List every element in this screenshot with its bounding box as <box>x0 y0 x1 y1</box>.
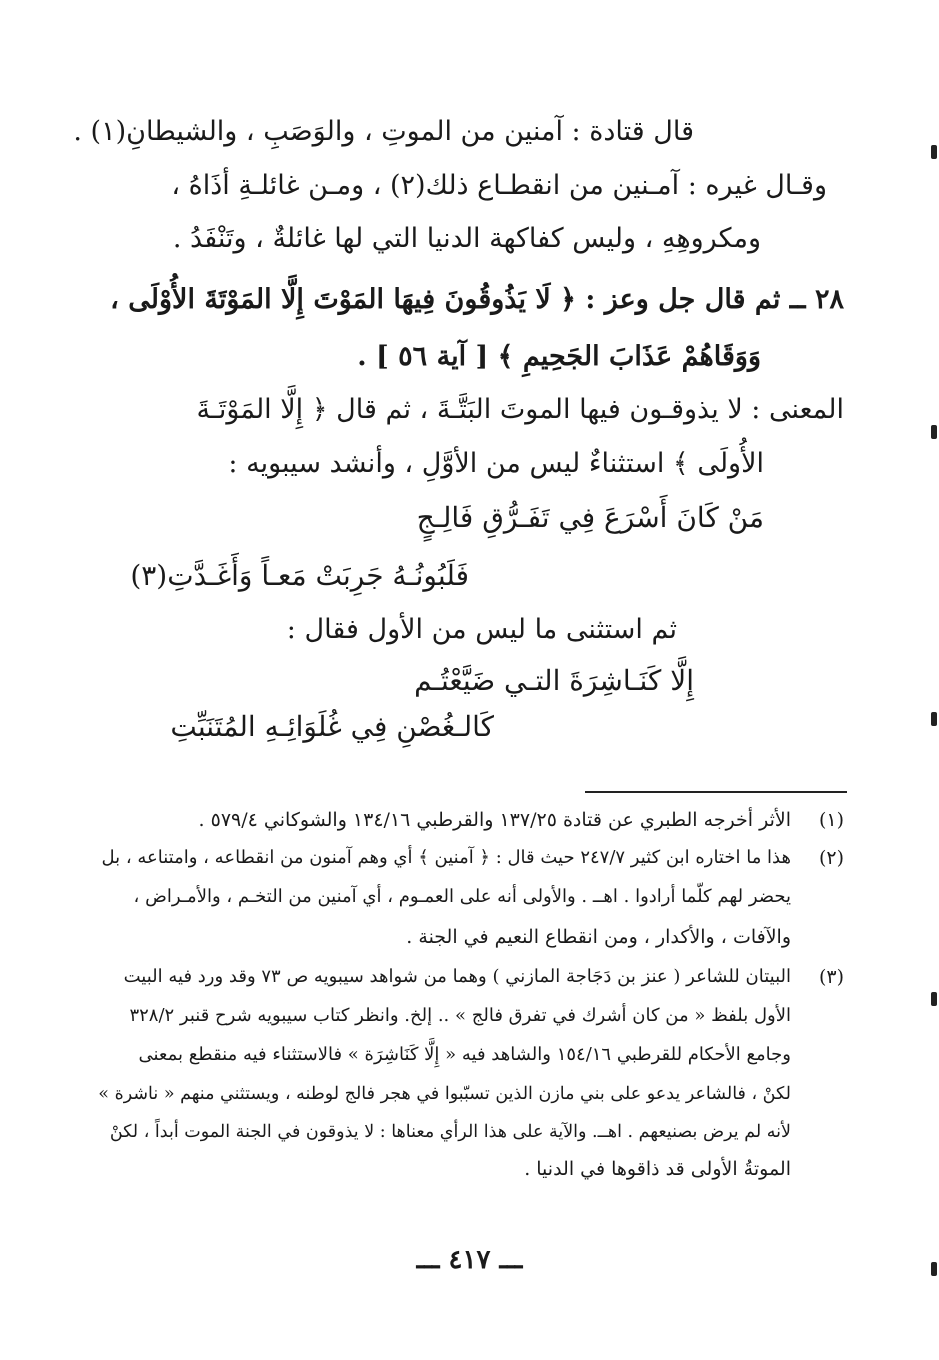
scan-edge-mark-2 <box>931 425 937 439</box>
footnote-1-text: الأثر أخرجه الطبري عن قتادة ١٣٧/٢٥ والقرطبي ١٣٤/١٦ والشوكاني ٥٧٩/٤ . <box>198 809 791 831</box>
footnote-2-line-3: والآفات ، والأكدار ، ومن انقطاع النعيم في الجنة . <box>406 926 791 948</box>
poem-verse-3: إِلَّا كَنَـاشِرَةَ التـي ضَيَّعْتُـم <box>414 664 694 697</box>
scan-edge-mark-1 <box>931 145 937 159</box>
footnote-number-1: (١) <box>818 809 844 831</box>
footnote-2-line-1: هذا ما اختاره ابن كثير ٢٤٧/٧ حيث قال : ﴿ آمنين ﴾ أي وهم آمنون من انقطاعه ، وامتناعه ، بل <box>101 847 791 868</box>
poem-verse-2: فَلَبُونُـهُ جَرِبَتْ مَعـاً وَأَغَـدَّتِ(٣) <box>130 559 469 592</box>
body-line-3: ومكروهِهِ ، وليس كفاكهة الدنيا التي لها غائلةٌ ، وتَنْفَدُ . <box>172 223 761 254</box>
scan-edge-mark-4 <box>931 992 937 1006</box>
scan-edge-mark-3 <box>931 712 937 726</box>
footnote-separator <box>585 791 847 793</box>
footnote-3-line-1: البيتان للشاعر ( عنز بن دَجَاجة المازني ) وهما من شواهد سيبويه ص ٧٣ وقد ورد فيه البيت <box>123 966 791 987</box>
poem-verse-1: مَنْ كَانَ أَسْرَعَ فِي تَفَـرُّقِ فَالِـجٍ <box>416 501 764 534</box>
body-line-7: الأُولَى ﴾ استثناءٌ ليس من الأوَّلِ ، وأنشد سيبويه : <box>228 448 764 479</box>
poem-verse-4: كَالـغُصْنِ فِي غُلَوَائِـهِ المُتَنَبِّتِ <box>170 710 494 743</box>
footnote-3-line-4: لكنْ ، فالشاعر يدعو على بني مازن الذين تسبّبوا في هجر فالج لوطنه ، ويستثني منهم « ناشرة » <box>98 1084 791 1104</box>
verse-heading-28: ٢٨ ــ ثم قال جل وعز : ﴿ لَا يَذُوقُونَ فِيهَا المَوْتَ إِلَّا المَوْتَةَ الأُوْلَى ، <box>110 284 844 315</box>
page-number: ـــ ٤١٧ ـــ <box>416 1245 523 1275</box>
footnote-number-3: (٣) <box>818 966 844 988</box>
body-line-6: المعنى : لا يذوقـون فيها الموتَ البَتَّـةَ ، ثم قال ﴿ إِلَّا المَوْتَـةَ <box>196 394 844 425</box>
scan-edge-mark-5 <box>931 1262 937 1276</box>
footnote-2-line-2: يحضر لهم كلّما أرادوا . اهــ . والأولى أنه على العمـوم ، أي آمنين من التخـم ، والأمـراض ، <box>133 886 791 907</box>
verse-heading-28-cont: وَوَقَاهُمْ عَذَابَ الجَحِيمِ ﴾ [ آية ٥٦ ] . <box>357 341 761 372</box>
body-line-2: وقـال غيره : آمـنين من انقطـاع ذلك(٢) ، ومـن غائلـةِ أذَاهُ ، <box>171 170 827 201</box>
footnote-3-line-6: الموتةُ الأولى قد ذاقوها في الدنيا . <box>524 1158 791 1180</box>
footnote-3-line-5: لأنه لم يرض بصنيعهم . اهــ. والآية على هذا الرأي معناها : لا يذوقون في الجنة الموت أبداً ، لكنْ <box>109 1122 791 1142</box>
footnote-3-line-3: وجامع الأحكام للقرطبي ١٥٤/١٦ والشاهد فيه « إِلَّا كَنَاشِرَة » فالاستثناء فيه منقطع بمعنى <box>138 1044 791 1065</box>
footnote-number-2: (٢) <box>818 847 844 869</box>
footnote-3-line-2: الأول بلفظ « من كان أشرك في تفرق فالج » .. إلخ. وانظر كتاب سيبويه شرح قنبر ٣٢٨/٢ <box>129 1005 791 1026</box>
body-line-8: ثم استثنى ما ليس من الأول فقال : <box>286 614 677 645</box>
body-line-1: قال قتادة : آمنين من الموتِ ، والوَصَبِ ، والشيطانِ(١) . <box>73 116 694 147</box>
